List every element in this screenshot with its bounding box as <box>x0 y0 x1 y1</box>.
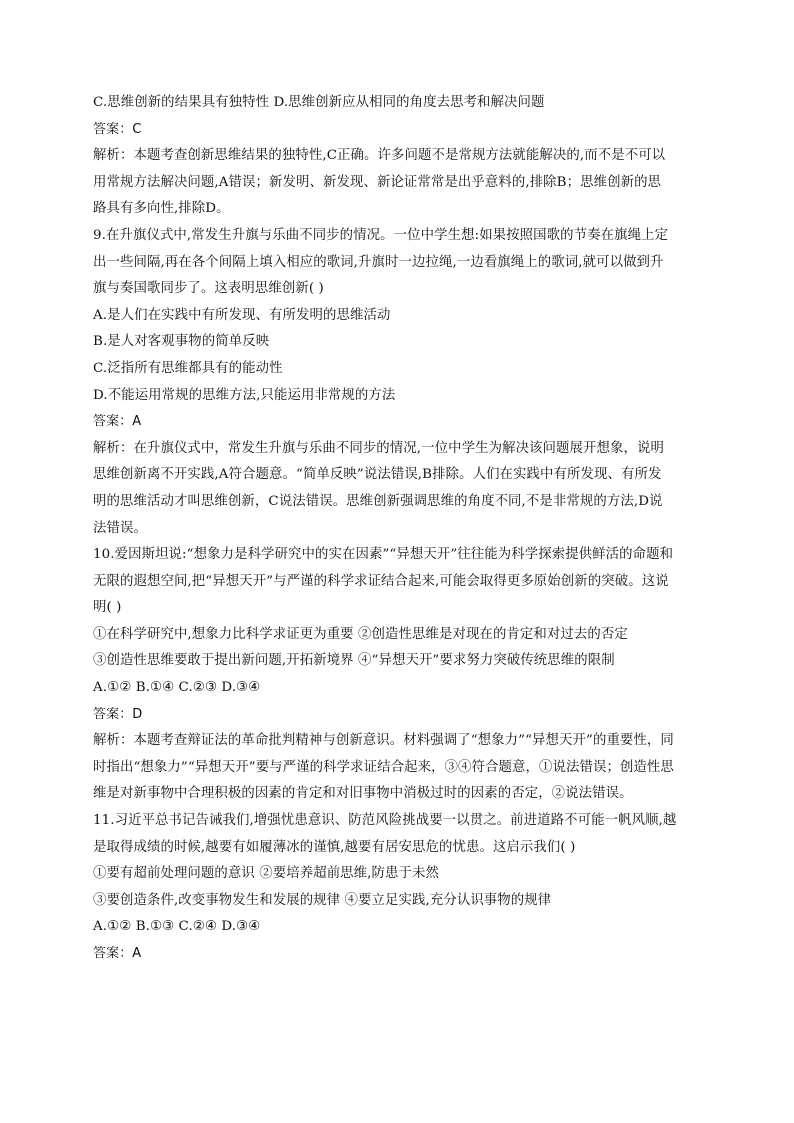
analysis-line: 维是对新事物中合理积极的因素的肯定和对旧事物中消极过时的因素的否定，②说法错误。 <box>93 786 633 802</box>
analysis-line: 解析：本题考查辩证法的革命批判精神与创新意识。材料强调了“想象力”“异想天开”的重要性，同 <box>93 733 674 749</box>
option-a: A.是人们在实践中有所发现、有所发明的思维活动 <box>93 307 391 323</box>
question-9-stem <box>93 223 713 303</box>
option-c: C.泛指所有思维都具有的能动性 <box>93 360 283 376</box>
question-10-statements <box>93 622 713 675</box>
option-b: B.是人对客观事物的简单反映 <box>93 334 270 350</box>
stem-line: 出一些间隔,再在各个间隔上填入相应的歌词,升旗时一边拉绳,一边看旗绳上的歌词,就可以做到升 <box>93 254 664 270</box>
question-10-stem <box>93 542 713 622</box>
analysis-line: 明的思维活动才叫思维创新，C说法错误。思维创新强调思维的角度不同,不是非常规的方法,D说 <box>93 493 663 509</box>
question-10-options: A.①② B.①④ C.②③ D.③④ <box>93 680 261 696</box>
analysis-line: 路具有多向性,排除D。 <box>93 201 230 217</box>
question-9-analysis <box>93 436 713 542</box>
question-10-analysis <box>93 728 713 808</box>
question-11-options: A.①② B.①③ C.②④ D.③④ <box>93 919 261 935</box>
analysis-line: 时指出“想象力”“异想天开”要与严谨的科学求证结合起来，③④符合题意，①说法错误；创造性思 <box>93 759 674 775</box>
analysis-line: 法错误。 <box>93 520 147 536</box>
analysis-line: 解析：本题考查创新思维结果的独特性,C正确。许多问题不是常规方法就能解决的,而不是不可以 <box>93 148 666 164</box>
question-8-analysis <box>93 143 713 223</box>
statement-line: ①要有超前处理问题的意识 ②要培养超前思维,防患于未然 <box>93 866 439 882</box>
option-d: D.不能运用常规的思维方法,只能运用非常规的方法 <box>93 387 396 403</box>
statement-line: ①在科学研究中,想象力比科学求证更为重要 ②创造性思维是对现在的肯定和对过去的否定 <box>93 626 628 642</box>
stem-line: 明( ) <box>93 600 122 616</box>
stem-line: 无限的遐想空间,把“异想天开”与严谨的科学求证结合起来,可能会取得更多原始创新的突破。这说 <box>93 573 669 589</box>
analysis-line: 解析：在升旗仪式中，常发生升旗与乐曲不同步的情况,一位中学生为解决该问题展开想象，说明 <box>93 440 664 456</box>
document-page <box>93 90 713 968</box>
question-10 <box>93 542 713 808</box>
stem-line: 旗与奏国歌同步了。这表明思维创新( ) <box>93 281 324 297</box>
statement-line: ③创造性思维要敢于提出新问题,开拓新境界 ④“异想天开”要求努力突破传统思维的限制 <box>93 653 615 669</box>
question-8-tail <box>93 90 713 223</box>
stem-line: 11.习近平总书记告诫我们,增强忧患意识、防范风险挑战要一以贯之。前进道路不可能一帆风顺,越 <box>93 813 677 829</box>
question-10-answer: 答案：D <box>93 706 143 722</box>
question-9-answer: 答案：A <box>93 414 142 430</box>
question-11-stem <box>93 808 713 861</box>
analysis-line: 思维创新离不开实践,A符合题意。“简单反映”说法错误,B排除。人们在实践中有所发现、有所发 <box>93 467 662 483</box>
question-11-statements <box>93 861 713 914</box>
question-9-options <box>93 303 713 409</box>
question-11-answer: 答案：A <box>93 946 142 961</box>
statement-line: ③要创造条件,改变事物发生和发展的规律 ④要立足实践,充分认识事物的规律 <box>93 892 552 908</box>
stem-line: 是取得成绩的时候,越要有如履薄冰的谨慎,越要有居安思危的忧患。这启示我们( ) <box>93 839 576 855</box>
analysis-line: 用常规方法解决问题,A错误；新发明、新发现、新论证常常是出乎意料的,排除B；思维创新的思 <box>93 174 662 190</box>
question-11 <box>93 808 713 968</box>
question-8-answer: 答案：C <box>93 121 142 137</box>
stem-line: 10.爱因斯坦说:“想象力是科学研究中的实在因素”“异想天开”往往能为科学探索提供鲜活的命题和 <box>93 547 674 563</box>
question-9 <box>93 223 713 542</box>
stem-line: 9.在升旗仪式中,常发生升旗与乐曲不同步的情况。一位中学生想:如果按照国歌的节奏在旗绳上定 <box>93 227 669 243</box>
question-8-options-cd: C.思维创新的结果具有独特性 D.思维创新应从相同的角度去思考和解决问题 <box>93 95 545 110</box>
